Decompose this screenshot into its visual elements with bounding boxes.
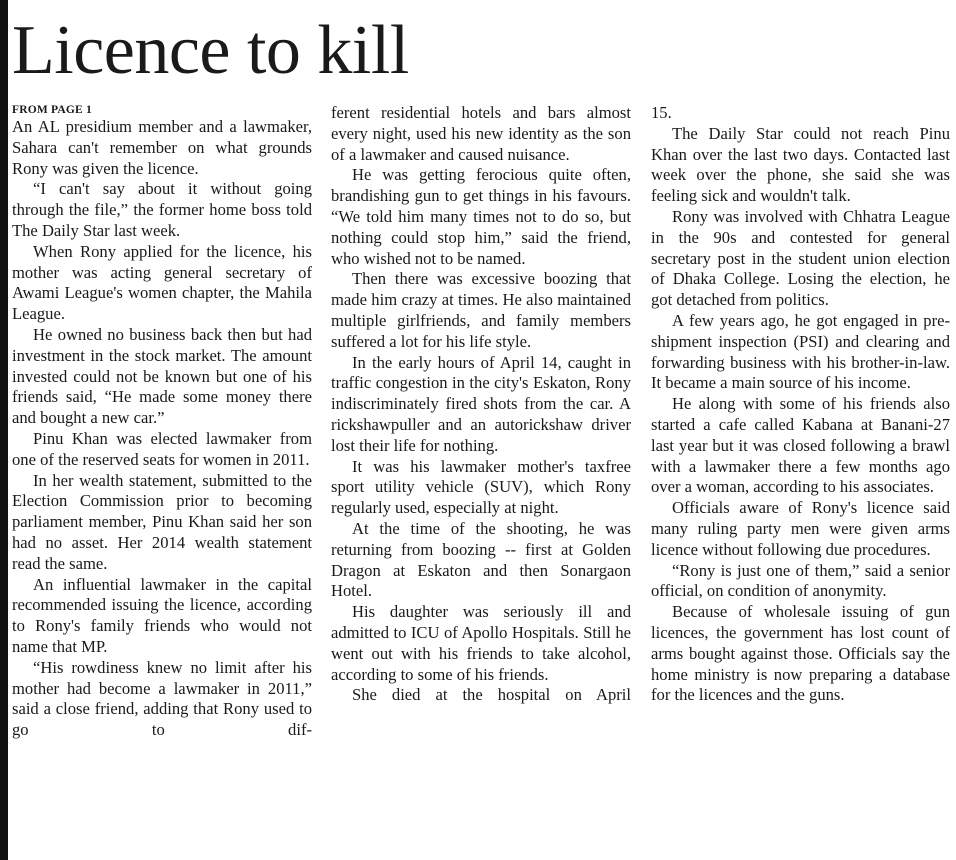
paragraph: The Daily Star could not reach Pinu Khan over the last two days. Contacted last week over the phone, she said she was feeling sick and wouldn't talk. xyxy=(651,123,950,206)
paragraph: A few years ago, he got engaged in pre-shipment inspection (PSI) and clearing and forwarding business with his brother-in-law. It became a main source of his income. xyxy=(651,310,950,393)
left-column-rule xyxy=(0,0,8,860)
article-column-1 xyxy=(12,103,312,741)
paragraph: Because of wholesale issuing of gun licences, the government has lost count of arms bought against those. Officials say the home ministry is now preparing a database for the licences and the guns. xyxy=(651,602,950,705)
paragraph: An AL presidium member and a lawmaker, Sahara can't remember on what grounds Rony was given the licence. xyxy=(12,117,312,178)
paragraph: ferent residential hotels and bars almost every night, used his new identity as the son of a lawmaker and caused nuisance. xyxy=(331,103,631,164)
paragraph: Pinu Khan was elected lawmaker from one of the reserved seats for women in 2011. xyxy=(12,428,312,469)
paragraph: “I can't say about it without going through the file,” the former home boss told The Daily Star last week. xyxy=(12,179,312,240)
paragraph: Then there was excessive boozing that made him crazy at times. He also maintained multiple girlfriends, and family members suffered a lot for his life style. xyxy=(331,269,631,351)
paragraph: He along with some of his friends also started a cafe called Kabana at Banani-27 last year but it was closed following a brawl with a lawmaker there a few months ago over a woman, according to his associates. xyxy=(651,394,950,497)
continuation-kicker: FROM PAGE 1 xyxy=(12,104,92,116)
article-column-3 xyxy=(651,103,950,706)
paragraph: At the time of the shooting, he was returning from boozing -- first at Golden Dragon at Eskaton and then Sonargaon Hotel. xyxy=(331,518,631,601)
paragraph: He was getting ferocious quite often, brandishing gun to get things in his favours. “We told him many times not to do so, but nothing could stop him,” said the friend, who wished not to be named. xyxy=(331,165,631,268)
paragraph: “Rony is just one of them,” said a senior official, on condition of anonymity. xyxy=(651,560,950,601)
paragraph: His daughter was seriously ill and admitted to ICU of Apollo Hospitals. Still he went out with his friends to take alcohol, according to some of his friends. xyxy=(331,602,631,684)
paragraph: In the early hours of April 14, caught in traffic congestion in the city's Eskaton, Rony indiscriminately fired shots from the car. A rickshawpuller and an autorickshaw driver lost their life for nothing. xyxy=(331,352,631,455)
headline: Licence to kill xyxy=(12,12,409,89)
paragraph: Rony was involved with Chhatra League in the 90s and contested for general secretary post in the student union election of Dhaka College. Losing the election, he got detached from politics. xyxy=(651,206,950,310)
article-column-2 xyxy=(331,103,631,706)
paragraph: In her wealth statement, submitted to the Election Commission prior to becoming parliament member, Pinu Khan said her son had no asset. Her 2014 wealth statement read the same. xyxy=(12,470,312,573)
paragraph: 15. xyxy=(651,103,672,122)
paragraph: Officials aware of Rony's licence said many ruling party men were given arms licence without following due procedures. xyxy=(651,498,950,559)
paragraph: It was his lawmaker mother's taxfree sport utility vehicle (SUV), which Rony regularly used, especially at night. xyxy=(331,456,631,518)
paragraph: She died at the hospital on April xyxy=(352,685,631,705)
paragraph: He owned no business back then but had investment in the stock market. The amount invested could not be known but one of his friends said, “He made some money there and bought a new car.” xyxy=(12,324,312,428)
paragraph: “His rowdiness knew no limit after his mother had become a lawmaker in 2011,” said a close friend, adding that Rony used to go to dif- xyxy=(12,657,312,740)
paragraph: When Rony applied for the licence, his mother was acting general secretary of Awami League's women chapter, the Mahila League. xyxy=(12,241,312,324)
paragraph: An influential lawmaker in the capital recommended issuing the licence, according to Rony's family friends who would not name that MP. xyxy=(12,574,312,656)
